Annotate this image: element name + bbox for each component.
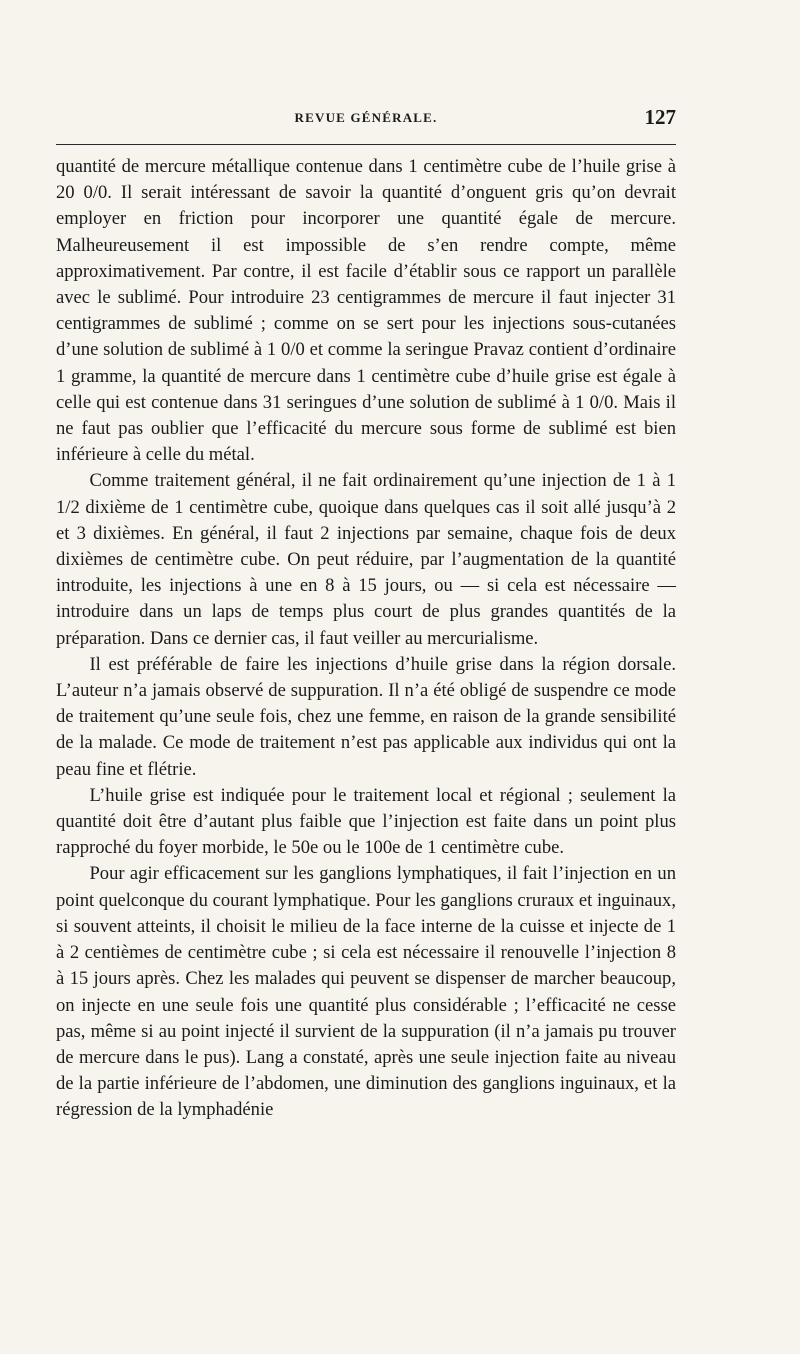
paragraph: Comme traitement général, il ne fait ordinairement qu’une injection de 1 à 1 1/2 dixième de 1 centimètre cube, quoique dans quelques cas il soit allé jusqu’à 2 et 3 dixièmes. En général, il faut 2 injections par semaine, chaque fois de deux dixièmes de centimètre cube. On peut réduire, par l’augmentation de la quantité introduite, les injections à une en 8 à 15 jours, ou — si cela est nécessaire — introduire dans un laps de temps plus court de plus grandes quantités de la préparation. Dans ce dernier cas, il faut veiller au mercurialisme. — [56, 470, 676, 649]
paragraph: L’huile grise est indiquée pour le traitement local et régional ; seulement la quantité doit être d’autant plus faible que l’injection est faite dans un point plus rapproché du foyer morbide, le 50e ou le 100e de 1 centimètre cube. — [56, 784, 676, 859]
running-header — [56, 105, 676, 134]
paragraph: quantité de mercure métallique contenue dans 1 centimètre cube de l’huile grise à 20 0/0. Il serait intéressant de savoir la quantité d’onguent gris qu’on devrait employer en friction pour incorporer une quantité égale de mercure. Malheureusement il est impossible de s’en rendre compte, même approximativement. Par contre, il est facile d’établir sous ce rapport un parallèle avec le sublimé. Pour introduire 23 centigrammes de mercure il faut injecter 31 centigrammes de sublimé ; comme on se sert pour les injections sous-cutanées d’une solution de sublimé à 1 0/0 et comme la seringue Pravaz contient d’ordinaire 1 gramme, la quantité de mercure dans 1 centimètre cube d’huile grise est égale à celle qui est contenue dans 31 seringues d’une solution de sublimé à 1 0/0. Mais il ne faut pas oublier que l’efficacité du mercure sous forme de sublimé est bien inférieure à celle du métal. — [56, 156, 676, 466]
page-number: 127 — [644, 105, 676, 129]
paragraph: Pour agir efficacement sur les ganglions lymphatiques, il fait l’injection en un point quelconque du courant lymphatique. Pour les ganglions cruraux et inguinaux, si souvent atteints, il choisit le milieu de la face interne de la cuisse et injecte de 1 à 2 centièmes de centimètre cube ; si cela est nécessaire il renouvelle l’injection 8 à 15 jours après. Chez les malades qui peuvent se dispenser de marcher beaucoup, on injecte en une seule fois une quantité plus considérable ; l’efficacité ne cesse pas, même si au point injecté il survient de la suppuration (il n’a jamais pu trouver de mercure dans le pus). Lang a constaté, après une seule injection faite au niveau de la partie inférieure de l’abdomen, une diminution des ganglions inguinaux, et la régression de la lymphadénie — [56, 863, 676, 1121]
document-page — [56, 98, 676, 1328]
running-title: REVUE GÉNÉRALE. — [294, 110, 438, 125]
body-text — [56, 154, 676, 1124]
header-rule — [56, 144, 676, 145]
paragraph: Il est préférable de faire les injections d’huile grise dans la région dorsale. L’auteur n’a jamais observé de suppuration. Il n’a été obligé de suspendre ce mode de traitement qu’une seule fois, chez une femme, en raison de la grande sensibilité de la malade. Ce mode de traitement n’est pas applicable aux individus qui ont la peau fine et flétrie. — [56, 653, 676, 780]
